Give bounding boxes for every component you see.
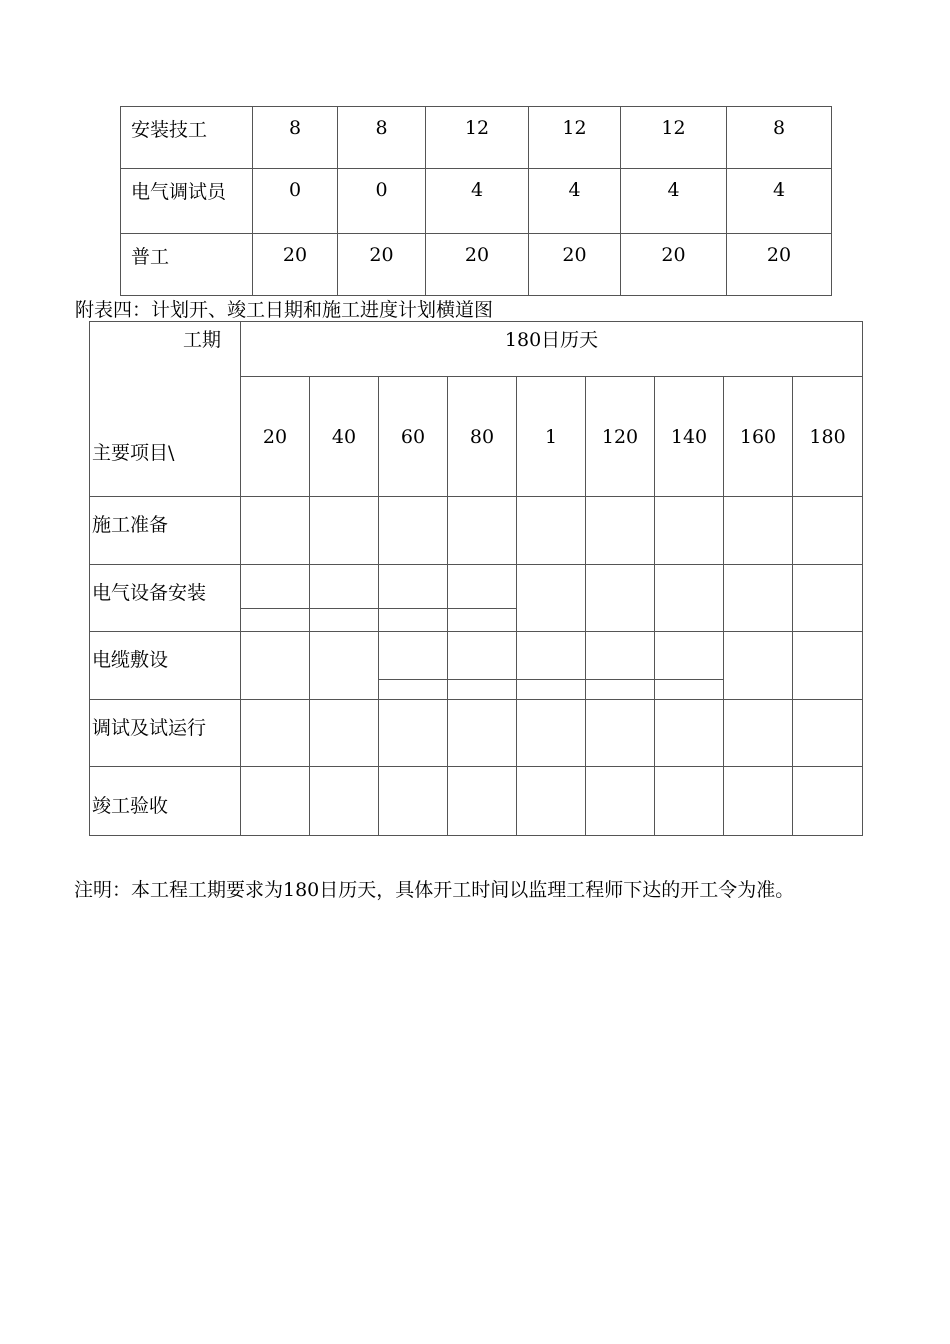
labor-count: 12 bbox=[621, 107, 727, 169]
task-name: 施工准备 bbox=[90, 497, 241, 565]
schedule-cell bbox=[655, 767, 724, 836]
schedule-cell bbox=[448, 700, 517, 767]
schedule-cell bbox=[586, 497, 655, 565]
schedule-cell bbox=[655, 632, 724, 700]
task-name: 电气设备安装 bbox=[90, 565, 241, 632]
task-row bbox=[90, 632, 863, 700]
schedule-cell bbox=[448, 632, 517, 700]
day-header: 160 bbox=[724, 377, 793, 497]
schedule-cell bbox=[448, 565, 517, 632]
schedule-cell bbox=[586, 565, 655, 632]
schedule-cell bbox=[655, 565, 724, 632]
progress-bar-line bbox=[448, 608, 516, 609]
schedule-cell bbox=[241, 700, 310, 767]
main-items-label: 主要项目\ bbox=[92, 442, 175, 464]
progress-bar-line bbox=[310, 608, 378, 609]
schedule-cell bbox=[724, 700, 793, 767]
corner-header bbox=[90, 322, 241, 497]
labor-count: 12 bbox=[529, 107, 621, 169]
schedule-cell bbox=[724, 632, 793, 700]
day-header: 20 bbox=[241, 377, 310, 497]
schedule-cell bbox=[517, 632, 586, 700]
schedule-cell bbox=[310, 565, 379, 632]
task-name: 竣工验收 bbox=[90, 767, 241, 836]
day-header: 60 bbox=[379, 377, 448, 497]
labor-count: 8 bbox=[727, 107, 832, 169]
day-header: 180 bbox=[793, 377, 863, 497]
task-name: 电缆敷设 bbox=[90, 632, 241, 700]
schedule-table bbox=[89, 321, 863, 836]
labor-count: 8 bbox=[338, 107, 426, 169]
schedule-cell bbox=[517, 565, 586, 632]
progress-bar-line bbox=[241, 608, 309, 609]
labor-count: 12 bbox=[426, 107, 529, 169]
labor-table bbox=[120, 106, 832, 296]
schedule-cell bbox=[241, 497, 310, 565]
day-header: 1 bbox=[517, 377, 586, 497]
labor-count: 20 bbox=[338, 234, 426, 296]
labor-count: 20 bbox=[529, 234, 621, 296]
labor-role: 普工 bbox=[121, 234, 253, 296]
table-row bbox=[121, 107, 832, 169]
schedule-cell bbox=[379, 767, 448, 836]
duration-label: 工期 bbox=[183, 329, 222, 351]
table-row bbox=[121, 169, 832, 234]
schedule-caption: 附表四：计划开、竣工日期和施工进度计划横道图 bbox=[75, 299, 494, 321]
labor-role: 安装技工 bbox=[121, 107, 253, 169]
labor-count: 4 bbox=[426, 169, 529, 234]
labor-count: 20 bbox=[426, 234, 529, 296]
schedule-cell bbox=[793, 565, 863, 632]
schedule-cell bbox=[655, 700, 724, 767]
footnote: 注明：本工程工期要求为180日历天，具体开工时间以监理工程师下达的开工令为准。 bbox=[74, 879, 795, 901]
schedule-cell bbox=[241, 565, 310, 632]
progress-bar-line bbox=[517, 679, 585, 680]
labor-count: 4 bbox=[621, 169, 727, 234]
header-row bbox=[90, 322, 863, 377]
schedule-cell bbox=[793, 497, 863, 565]
task-row bbox=[90, 565, 863, 632]
total-duration-header: 180日历天 bbox=[241, 322, 863, 377]
schedule-cell bbox=[724, 565, 793, 632]
schedule-cell bbox=[517, 497, 586, 565]
labor-count: 20 bbox=[727, 234, 832, 296]
day-header: 120 bbox=[586, 377, 655, 497]
schedule-cell bbox=[379, 700, 448, 767]
schedule-cell bbox=[241, 767, 310, 836]
labor-count: 20 bbox=[253, 234, 338, 296]
task-row bbox=[90, 700, 863, 767]
progress-bar-line bbox=[655, 679, 723, 680]
schedule-cell bbox=[448, 497, 517, 565]
table-row bbox=[121, 234, 832, 296]
schedule-cell bbox=[724, 767, 793, 836]
labor-count: 4 bbox=[529, 169, 621, 234]
progress-bar-line bbox=[379, 679, 447, 680]
schedule-cell bbox=[310, 767, 379, 836]
labor-count: 20 bbox=[621, 234, 727, 296]
day-header: 140 bbox=[655, 377, 724, 497]
progress-bar-line bbox=[586, 679, 654, 680]
schedule-cell bbox=[586, 700, 655, 767]
schedule-cell bbox=[517, 700, 586, 767]
labor-count: 4 bbox=[727, 169, 832, 234]
task-name: 调试及试运行 bbox=[90, 700, 241, 767]
schedule-cell bbox=[310, 632, 379, 700]
schedule-cell bbox=[793, 700, 863, 767]
schedule-cell bbox=[241, 632, 310, 700]
schedule-cell bbox=[793, 767, 863, 836]
schedule-cell bbox=[793, 632, 863, 700]
schedule-cell bbox=[586, 632, 655, 700]
schedule-cell bbox=[379, 632, 448, 700]
schedule-cell bbox=[586, 767, 655, 836]
day-header: 80 bbox=[448, 377, 517, 497]
schedule-cell bbox=[517, 767, 586, 836]
schedule-cell bbox=[310, 700, 379, 767]
labor-count: 0 bbox=[253, 169, 338, 234]
schedule-cell bbox=[655, 497, 724, 565]
labor-count: 8 bbox=[253, 107, 338, 169]
schedule-cell bbox=[448, 767, 517, 836]
labor-count: 0 bbox=[338, 169, 426, 234]
task-row bbox=[90, 767, 863, 836]
task-row bbox=[90, 497, 863, 565]
labor-role: 电气调试员 bbox=[121, 169, 253, 234]
day-header: 40 bbox=[310, 377, 379, 497]
progress-bar-line bbox=[448, 679, 516, 680]
schedule-cell bbox=[310, 497, 379, 565]
progress-bar-line bbox=[379, 608, 447, 609]
schedule-cell bbox=[379, 565, 448, 632]
schedule-cell bbox=[724, 497, 793, 565]
schedule-cell bbox=[379, 497, 448, 565]
